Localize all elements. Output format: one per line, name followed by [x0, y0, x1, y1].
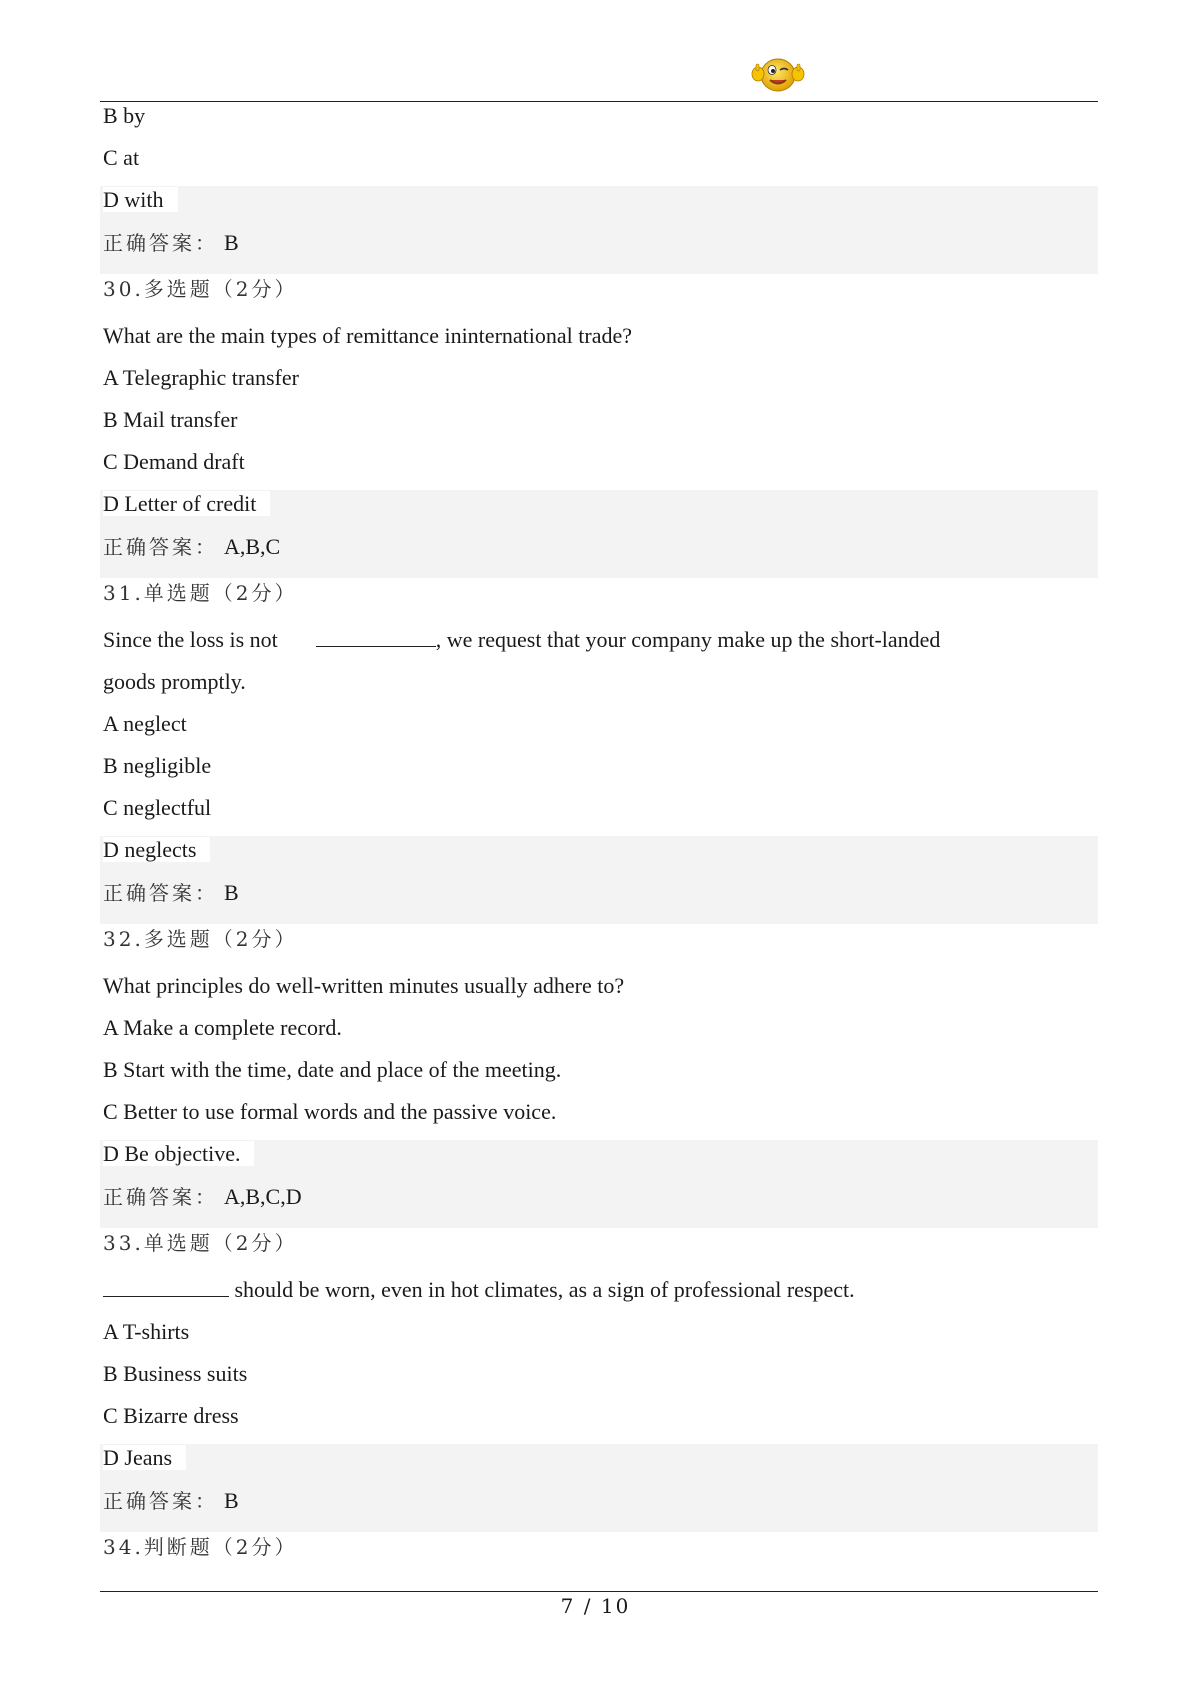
q29-answer: [103, 228, 239, 258]
q32-option-a: A Make a complete record.: [103, 1015, 342, 1040]
q33-option-b: B Business suits: [103, 1361, 248, 1386]
q33-option-d: D Jeans: [103, 1445, 186, 1470]
q33-question: [103, 1275, 855, 1305]
q31-question-start: Since the loss is not: [103, 627, 278, 652]
answer-value: B: [224, 880, 239, 905]
page-number: 7 / 10: [560, 1594, 631, 1618]
answer-value: A,B,C: [224, 534, 281, 559]
q32-question: What principles do well-written minutes usually adhere to?: [103, 973, 625, 998]
q32-option-d: D Be objective.: [103, 1141, 254, 1166]
q33-option-a: A T-shirts: [103, 1319, 190, 1344]
winking-smiley-icon: [748, 54, 808, 94]
answer-label: 正确答案：: [103, 1185, 218, 1209]
fill-blank: [316, 626, 436, 647]
header-divider: [100, 101, 1098, 102]
q31-question-line2: goods promptly.: [103, 669, 246, 694]
answer-value: B: [224, 230, 239, 255]
q31-option-a: A neglect: [103, 711, 187, 736]
answer-label: 正确答案：: [103, 1489, 218, 1513]
fill-blank: [103, 1276, 229, 1297]
q29-answer-band: [100, 186, 1098, 274]
q31-answer: [103, 878, 239, 908]
q31-option-b: B negligible: [103, 753, 212, 778]
answer-value: B: [224, 1488, 239, 1513]
q31-option-d: D neglects: [103, 837, 210, 862]
q30-header: 30.多选题（2分）: [103, 277, 298, 301]
q29-option-d: D with: [103, 187, 178, 212]
answer-value: A,B,C,D: [224, 1184, 302, 1209]
q30-option-c: C Demand draft: [103, 449, 245, 474]
q33-header: 33.单选题（2分）: [103, 1231, 298, 1255]
q33-answer: [103, 1486, 239, 1516]
answer-label: 正确答案：: [103, 881, 218, 905]
q30-option-a: A Telegraphic transfer: [103, 365, 299, 390]
q31-answer-band: [100, 836, 1098, 924]
q31-question: [103, 625, 940, 655]
q30-answer: [103, 532, 280, 562]
q32-option-c: C Better to use formal words and the passive voice.: [103, 1099, 557, 1124]
answer-label: 正确答案：: [103, 535, 218, 559]
q34-header: 34.判断题（2分）: [103, 1535, 298, 1559]
answer-label: 正确答案：: [103, 231, 218, 255]
q30-option-d: D Letter of credit: [103, 491, 270, 516]
q30-option-b: B Mail transfer: [103, 407, 238, 432]
q31-option-c: C neglectful: [103, 795, 212, 820]
q33-answer-band: [100, 1444, 1098, 1532]
q33-question-end: should be worn, even in hot climates, as a sign of professional respect.: [229, 1277, 855, 1302]
q31-question-end: , we request that your company make up the short-landed: [435, 627, 941, 652]
q29-option-c: C at: [103, 145, 140, 170]
q32-answer: [103, 1182, 302, 1212]
q33-option-c: C Bizarre dress: [103, 1403, 239, 1428]
footer-divider: [100, 1591, 1098, 1592]
q31-header: 31.单选题（2分）: [103, 581, 298, 605]
q32-header: 32.多选题（2分）: [103, 927, 298, 951]
q30-question: What are the main types of remittance ininternational trade?: [103, 323, 632, 348]
q29-option-b: B by: [103, 103, 146, 128]
q32-option-b: B Start with the time, date and place of the meeting.: [103, 1057, 562, 1082]
